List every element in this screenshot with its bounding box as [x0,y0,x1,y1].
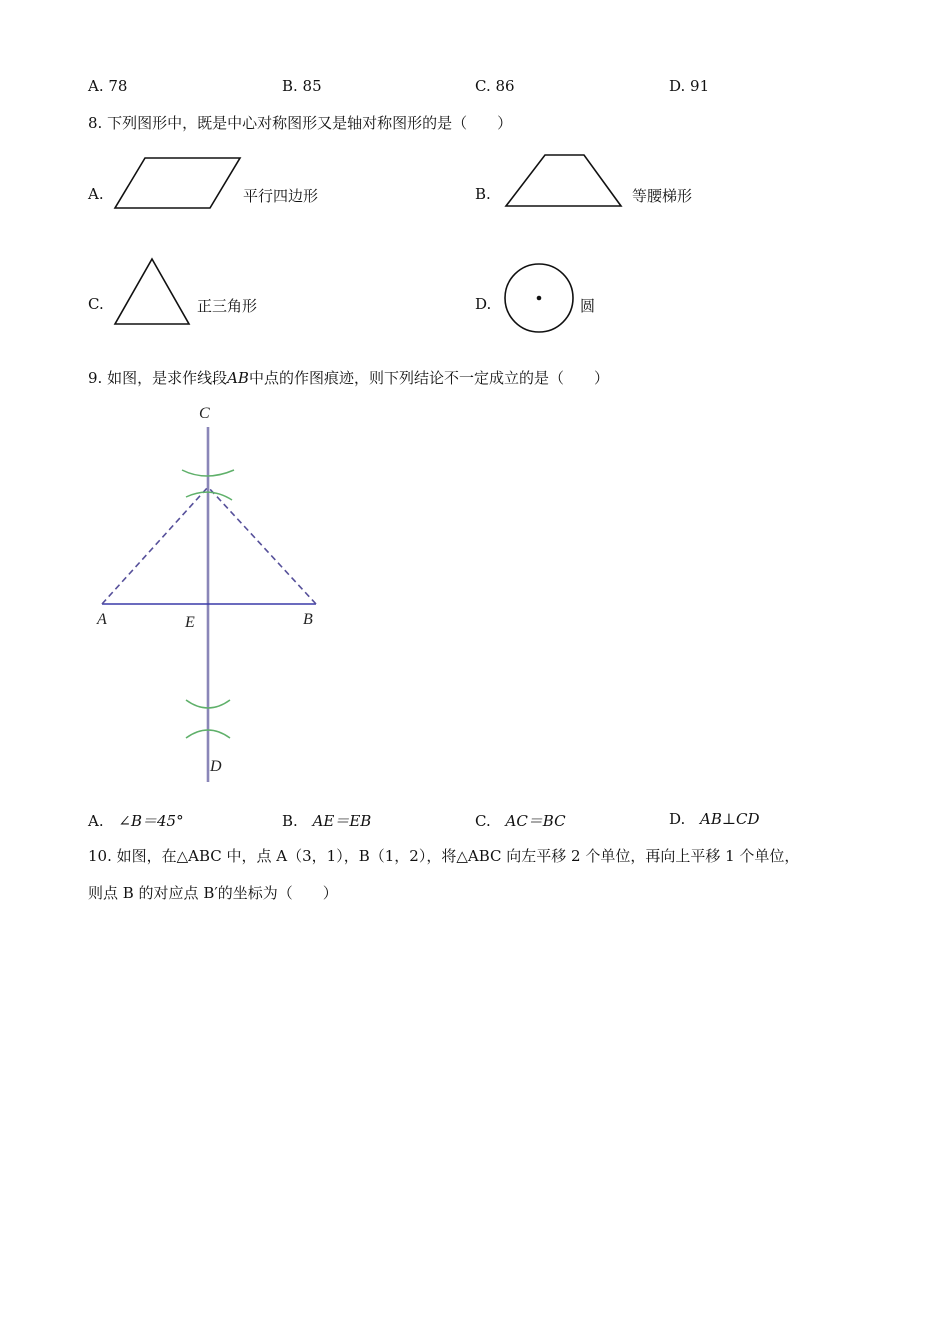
q9-option-c-text: AC＝BC [505,812,566,830]
q8-option-b-letter: B. [475,185,491,203]
q9-option-c-letter: C. [475,812,491,830]
q9-option-d-letter: D. [669,810,686,828]
q9-option-b-letter: B. [282,812,298,830]
q8-option-b-caption: 等腰梯形 [632,187,693,205]
q9-option-a-text: ∠B＝45° [118,812,184,830]
q10-stem-line2: 则点 B 的对应点 B′的坐标为（ ） [88,884,338,902]
q7-option-d: D. 91 [669,77,710,95]
q8-option-a-letter: A. [88,185,104,203]
q8-option-c-caption: 正三角形 [197,297,258,315]
segment-ac-dashed [102,487,208,604]
q8-option-d-letter: D. [475,295,492,313]
q9-option-a [88,810,184,831]
q7-option-a: A. 78 [88,77,128,95]
q9-option-b-text: AE＝EB [312,812,372,830]
q9-stem-post: 中点的作图痕迹，则下列结论不一定成立的是（ ） [248,369,609,387]
q9-option-a-letter: A. [88,812,104,830]
q7-option-b: B. 85 [282,77,322,95]
q10-stem-line1: 10. 如图，在△ABC 中，点 A（3，1），B（1，2），将△ABC 向左平移 2 个单位，再向上平移 1 个单位， [88,847,800,865]
q9-option-c [475,810,566,831]
q9-option-d-text: AB⊥CD [700,810,760,828]
q9-option-d [669,810,760,828]
segment-bc-dashed [208,487,316,604]
label-d: D [210,758,222,775]
q8-stem: 8. 下列图形中，既是中心对称图形又是轴对称图形的是（ ） [88,114,513,132]
q8-option-c-letter: C. [88,295,104,313]
q9-option-b [282,810,371,831]
label-e: E [185,614,195,631]
q8-option-d-caption: 圆 [580,297,596,315]
q8-option-a-caption: 平行四边形 [243,187,319,205]
label-a: A [97,611,107,628]
q9-stem-ab: AB [227,369,249,387]
q7-option-c: C. 86 [475,77,515,95]
label-c: C [199,405,210,422]
q9-stem-pre: 9. 如图，是求作线段 [88,369,228,387]
label-b: B [303,611,313,628]
